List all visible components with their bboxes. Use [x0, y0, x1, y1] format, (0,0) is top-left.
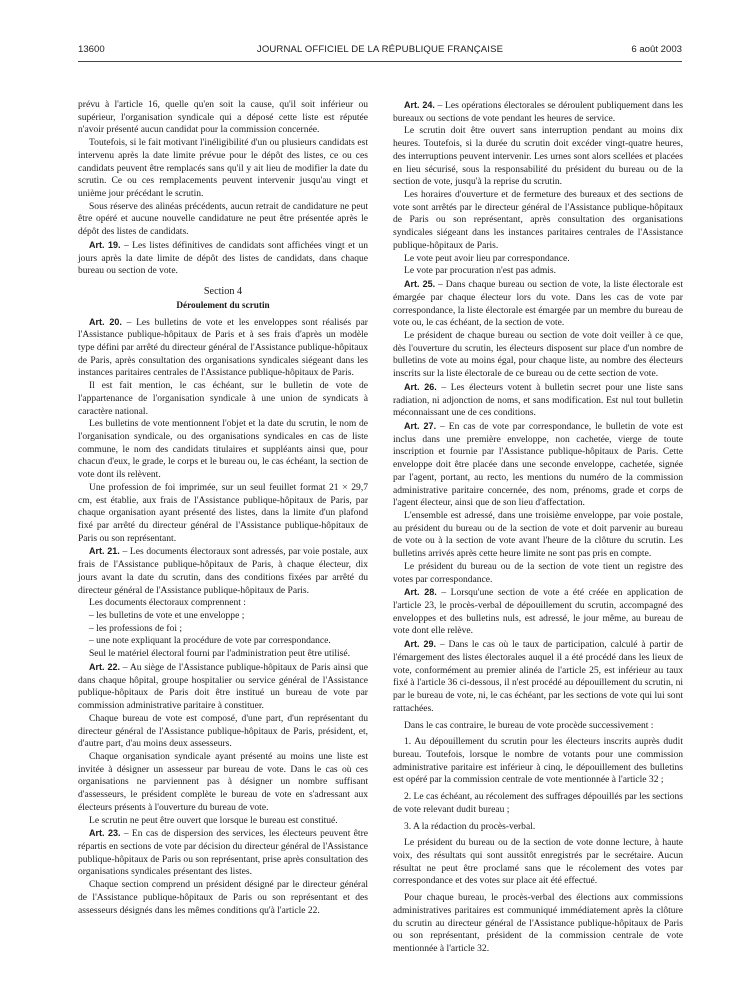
article-19: [78, 239, 368, 278]
article-27: [393, 420, 683, 510]
article-label: Art. 29.: [404, 639, 436, 650]
article-text: – Dans chaque bureau ou section de vote, la liste électorale est émargée par chaque électeur lors du vote. Dans les cas de vote par correspondance, la liste électorale est émargée par un membre du bureau de vote ou, le cas échéant, de la section de vote.: [393, 279, 683, 329]
page-header: [78, 44, 682, 58]
paragraph: Seul le matériel électoral fourni par l'administration peut être utilisé.: [89, 648, 350, 660]
list-item: – une note expliquant la procédure de vote par correspondance.: [89, 635, 331, 647]
article-text: – En cas de dispersion des services, les électeurs peuvent être répartis en sections de vote par décision du directeur général de l'Assistance publique-hôpitaux de Paris ou son représentant, prise après consultation des organisations syndicales présentant des listes.: [78, 828, 368, 878]
paragraph: Le président du bureau ou de la section de vote donne lecture, à haute voix, des résultats qui sont aussitôt enregistrés par le secrétaire. Aucun résultat ne peut être proclamé sans que le récolement des votes par correspondance et des votes sur place ait été effectué.: [393, 837, 683, 887]
article-26: [393, 381, 683, 420]
section-subtitle: Déroulement du scrutin: [176, 299, 270, 310]
page-number: 13600: [78, 44, 105, 55]
header-rule: [78, 61, 682, 62]
article-20: [78, 316, 368, 381]
paragraph: Une profession de foi imprimée, sur un seul feuillet format 21 × 29,7 cm, est établie, aux frais de l'Assistance publique-hôpitaux de Paris, par chaque organisation ayant présenté des listes, dans la limite d'un plafond fixé par arrêté du directeur général de l'Assistance publique-hôpitaux de Paris ou son représentant.: [78, 481, 368, 544]
article-text: – Au siège de l'Assistance publique-hôpitaux de Paris ainsi que dans chaque hôpital, groupe hospitalier ou service général de l'Assistance publique-hôpitaux de Paris doit être institué un bureau de vote par commission administrative paritaire à constituer.: [78, 661, 369, 712]
article-label: Art. 22.: [89, 661, 120, 672]
article-text: – Les listes définitives de candidats sont affichées vingt et un jours après la date limite de dépôt des listes de candidats, dans chaque bureau ou section de vote.: [78, 239, 368, 277]
paragraph: Les documents électoraux comprennent :: [89, 597, 246, 609]
numbered-item: 3. A la rédaction du procès-verbal.: [404, 820, 536, 832]
paragraph: Chaque bureau de vote est composé, d'une part, d'un représentant du directeur général de l'Assistance publique-hôpitaux de Paris, président, et, d'autre part, d'au moins deux assesseurs.: [78, 712, 368, 750]
article-24: [393, 99, 683, 125]
numbered-item: 1. Au dépouillement du scrutin pour les électeurs inscrits auprès dudit bureau. Toutefois, lorsque le nombre de votants pour une commission administrative paritaire est inférieur à cinq, le dépouillement des bulletins est opéré par la commission centrale de vote mentionnée à l'article 32 ;: [393, 736, 683, 786]
article-label: Art. 27.: [404, 420, 437, 431]
paragraph: L'ensemble est adressé, dans une troisième enveloppe, par voie postale, au président du bureau ou de la section de vote et doit parvenir au bureau de vote ou à la section de vote avant l'heure de la clôture du scrutin. Les bulletins arrivés après cette heure limite ne sont pas pris en compte.: [393, 510, 683, 560]
article-text: – Les opérations électorales se déroulent publiquement dans les bureaux ou sections de vote pendant les heures de service.: [393, 100, 683, 124]
paragraph: Le président de chaque bureau ou section de vote doit veiller à ce que, dès l'ouverture du scrutin, les électeurs disposent sur place d'un nombre de bulletins de vote au moins égal, pour chaque liste, au nombre des électeurs inscrits sur la liste électorale de ce bureau ou de cette section de vote.: [393, 329, 683, 380]
paragraph: prévu à l'article 16, quelle qu'en soit la cause, qu'il soit inférieur ou supérieur, l'organisation syndicale qui a déposé cette liste est réputée n'avoir présenté aucun candidat pour la commission concernée.: [78, 99, 368, 136]
left-column: [78, 99, 368, 917]
article-label: Art. 20.: [89, 316, 122, 327]
article-28: [393, 586, 683, 638]
article-text: – En cas de vote par correspondance, le bulletin de vote est inclus dans une première enveloppe, non cachetée, vierge de toute inscription et fournie par l'Assistance publique-hôpitaux de Paris. Cette enveloppe doit être placée dans une seconde enveloppe, cachetée, signée par l'agent, portant, au recto, les mentions du numéro de la commission administrative paritaire concernée, des nom, prénoms, grade et corps de l'agent électeur, ainsi que de son lieu d'affectation.: [393, 420, 684, 509]
article-label: Art. 26.: [404, 381, 437, 392]
numbered-item: 2. Le cas échéant, au récolement des suffrages dépouillés par les sections de vote relevant dudit bureau ;: [393, 791, 683, 815]
article-23: [78, 827, 368, 879]
article-29: [393, 638, 683, 715]
article-text: – Les électeurs votent à bulletin secret pour une liste sans radiation, ni adjonction de noms, et sans modification. Est nul tout bulletin méconnaissant une de ces conditions.: [393, 381, 683, 419]
list-item: – les bulletins de vote et une enveloppe ;: [89, 610, 245, 622]
article-text: – Les documents électoraux sont adressés, par voie postale, aux frais de l'Assistance publique-hôpitaux de Paris, à chaque électeur, dix jours avant la date du scrutin, dans des conditions fixées par arrêté du directeur général de l'Assistance publique-hôpitaux de Paris.: [78, 546, 369, 596]
article-text: – Lorsqu'une section de vote a été créée en application de l'article 23, le procès-verbal de dépouillement du scrutin, accompagné des enveloppes et des bulletins nuls, est adressé, le jour même, au bureau de vote dont elle relève.: [393, 587, 683, 637]
paragraph: Chaque organisation syndicale ayant présenté au moins une liste est invitée à désigner un assesseur par bureau de vote. Dans le cas où ces organisations ne parviennent pas à désigner un nombre suffisant d'assesseurs, le président complète le bureau de vote en s'adressant aux électeurs présents à l'ouverture du bureau de vote.: [78, 750, 368, 813]
article-label: Art. 21.: [89, 546, 120, 557]
list-item: – les professions de foi ;: [89, 622, 183, 634]
paragraph: Le vote par procuration n'est pas admis.: [404, 265, 557, 277]
paragraph: Le scrutin ne peut être ouvert que lorsque le bureau est constitué.: [89, 814, 338, 826]
article-label: Art. 25.: [404, 279, 436, 290]
journal-title: JOURNAL OFFICIEL DE LA RÉPUBLIQUE FRANÇAISE: [256, 44, 504, 55]
paragraph: Il est fait mention, le cas échéant, sur le bulletin de vote de l'appartenance de l'organisation syndicale à une union de syndicats à caractère national.: [78, 380, 368, 417]
article-22: [78, 661, 368, 713]
paragraph: Dans le cas contraire, le bureau de vote procède successivement :: [404, 719, 654, 731]
paragraph: Chaque section comprend un président désigné par le directeur général de l'Assistance publique-hôpitaux de Paris ou son représentant et des assesseurs désignés dans les mêmes conditions qu'à l'article 22.: [78, 879, 368, 916]
paragraph: Le vote peut avoir lieu par correspondance.: [404, 252, 570, 264]
section-title: Section 4: [203, 286, 243, 298]
right-column: [393, 99, 683, 956]
article-21: [78, 545, 368, 597]
paragraph: Pour chaque bureau, le procès-verbal des élections aux commissions administratives paritaires est communiqué immédiatement après la clôture du scrutin au directeur général de l'Assistance publique-hôpitaux de Paris ou son représentant, président de la commission centrale de vote mentionnée à l'article 32.: [393, 892, 683, 954]
paragraph: Les horaires d'ouverture et de fermeture des bureaux et des sections de vote sont arrêtés par le directeur général de l'Assistance publique-hôpitaux de Paris ou son représentant, après consultation des organisations syndicales siégeant dans les instances paritaires centrales de l'Assistance publique-hôpitaux de Paris.: [393, 189, 683, 251]
article-text: – Dans le cas où le taux de participation, calculé à partir de l'émargement des listes électorales auquel il a été procédé dans les lieux de vote, conformément au premier alinéa de l'article 25, est inférieur au taux fixé à l'article 36 ci-dessous, il n'est procédé au dépouillement du scrutin, ni par le bureau de vote, ni, le cas échéant, par les sections de vote qui lui sont rattachées.: [393, 639, 683, 714]
article-label: Art. 23.: [89, 828, 121, 839]
paragraph: Toutefois, si le fait motivant l'inéligibilité d'un ou plusieurs candidats est intervenu après la date limite prévue pour le dépôt des listes, ce ou ces candidats peuvent être remplacés sans qu'il y ait lieu de modifier la date du scrutin. Ce ou ces remplacements peuvent intervenir jusqu'au vingt et unième jour précédant le scrutin.: [78, 137, 368, 200]
paragraph: Le scrutin doit être ouvert sans interruption pendant au moins dix heures. Toutefois, si la durée du scrutin doit excéder vingt-quatre heures, des interruptions peuvent intervenir. Les urnes sont alors scellées et placées en lieu sécurisé, sous la responsabilité du président du bureau ou de la section de vote, jusqu'à la reprise du scrutin.: [393, 125, 683, 188]
issue-date: 6 août 2003: [631, 44, 682, 55]
article-text: – Les bulletins de vote et les enveloppes sont réalisés par l'Assistance publique-hôpitaux de Paris et à ses frais d'après un modèle type défini par arrêté du directeur général de l'Assistance publique-hôpitaux de Paris, après consultation des organisations syndicales siégeant dans les instances paritaires centrales de l'Assistance publique-hôpitaux de Paris.: [78, 316, 368, 379]
paragraph: Les bulletins de vote mentionnent l'objet et la date du scrutin, le nom de l'organisation syndicale, ou des organisations syndicales en cas de liste commune, le nom des candidats titulaires et suppléants ainsi que, pour chacun d'eux, le grade, le corps et le bureau ou, le cas échéant, la section de vote dont ils relèvent.: [78, 418, 368, 481]
paragraph: Sous réserve des alinéas précédents, aucun retrait de candidature ne peut être opéré et aucune nouvelle candidature ne peut être présentée après le dépôt des listes de candidats.: [78, 200, 368, 238]
paragraph: Le président du bureau ou de la section de vote tient un registre des votes par correspondance.: [393, 560, 683, 585]
article-label: Art. 28.: [404, 587, 437, 598]
article-25: [393, 278, 683, 330]
article-label: Art. 19.: [89, 239, 121, 250]
article-label: Art. 24.: [404, 100, 435, 110]
